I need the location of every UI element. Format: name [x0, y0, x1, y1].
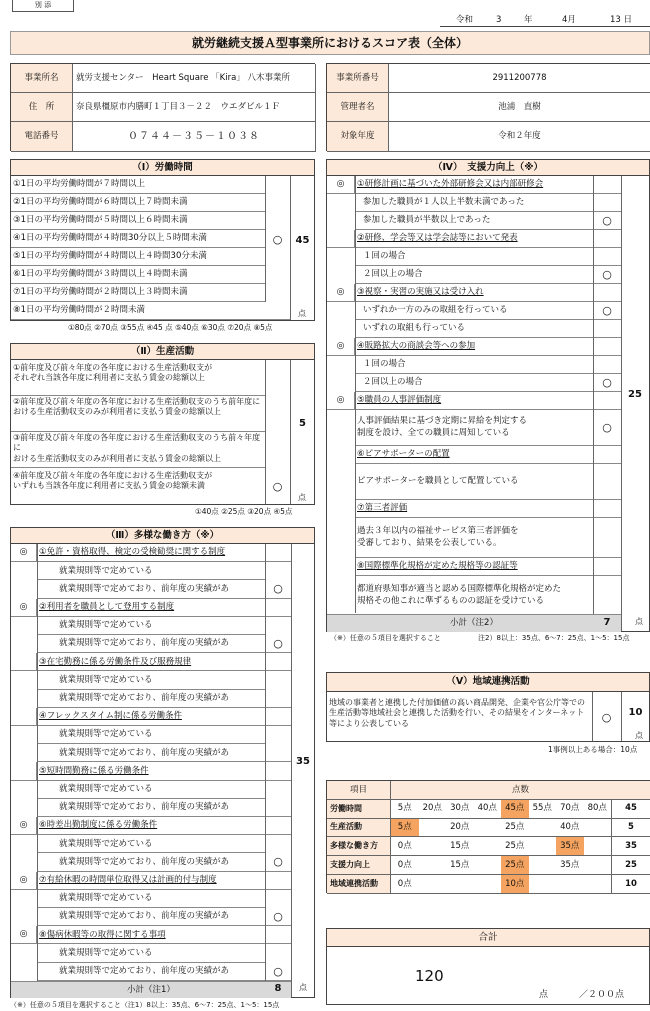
- s4-select-mark: [327, 230, 355, 248]
- s4-item-option-a: 参加した職員が１人以上半数未満であった: [355, 194, 593, 212]
- s5-body: 地域の事業者と連携した付加価値の高い商品開発、企業や官公庁等での生産活動等地域社会と連携した活動を行い、その結果をインターネット等により公表している: [329, 698, 585, 728]
- summary-cell: [584, 819, 612, 838]
- section4-table: [326, 176, 650, 632]
- office-info-table: [10, 63, 315, 151]
- summary-row-name: 労働時間: [327, 800, 391, 819]
- date-line: [440, 13, 650, 27]
- s4-option-a-mark: [593, 356, 621, 374]
- s3-item-option-a: 就業規則等で定めている: [37, 781, 265, 799]
- section1-title: （Ⅰ）労働時間: [10, 159, 315, 176]
- s4-subtotal-value: 7: [603, 617, 611, 628]
- s4-i8-body: 都道府県知事が適当と認める国際標準化規格が定めた 規格その他これに準ずるものの認証を受けている: [355, 576, 621, 616]
- section1-table: [10, 176, 315, 321]
- s2-row-2: ②前年度及び前々年度の各年度における生産活動収支のうち前年度に おける生産活動収支のみが利用者に支払う賃金の総額以上: [11, 396, 265, 432]
- summary-cell: 15点: [446, 856, 474, 875]
- office-name-value: 就労支援センター Heart Square 「Kira」 八木事業所: [73, 64, 316, 93]
- summary-cell: 15点: [446, 837, 474, 856]
- s3-item-option-b: 就業規則等で定めており、前年度の実績があ: [37, 690, 265, 708]
- s3-divider-1: [37, 544, 38, 997]
- s3-select-mark: ◎: [11, 926, 37, 944]
- summary-cell: [419, 875, 447, 894]
- summary-cell: [584, 856, 612, 875]
- summary-row-total: 5: [611, 819, 650, 838]
- section5-table: [326, 692, 650, 742]
- summary-row-total: 25: [611, 856, 650, 875]
- s3-unit: 点: [299, 982, 307, 992]
- summary-cell: 10点: [501, 875, 529, 894]
- s3-option-a-mark: [265, 835, 291, 853]
- s4-option-a-mark: [593, 248, 621, 266]
- summary-header-item: 項目: [327, 781, 391, 800]
- s4-divider-2: [593, 176, 594, 631]
- s4-select-mark: ◎: [327, 176, 355, 194]
- s2-row-1: ①前年度及び前々年度の各年度における生産活動収支が それぞれ当該各年度に利用者に支払う賃金の総額以上: [11, 360, 265, 396]
- era-label: 令和: [456, 15, 474, 25]
- s4-subtotal-label: 小計（注2）: [327, 614, 621, 632]
- s3-option-a-mark: [265, 562, 291, 580]
- total-value: 120: [415, 967, 444, 985]
- summary-cell: 40点: [474, 800, 502, 819]
- summary-cell: 25点: [501, 819, 529, 838]
- manager-label: 管理者名: [327, 93, 389, 122]
- section2-title: （Ⅱ）生産活動: [10, 343, 315, 360]
- s4-item5-body: 人事評価結果に基づき定期に昇給を判定する 制度を設け、全ての職員に周知している: [355, 410, 593, 446]
- s3-score: 35: [296, 756, 310, 768]
- target-year-value: 令和２年度: [389, 122, 650, 152]
- office-number-value: 2911200778: [389, 64, 650, 93]
- s3-select-mark: ◎: [11, 599, 37, 617]
- s4-item5-heading: ⑤職員の人事評価制度: [355, 392, 621, 410]
- summary-header-points: 点数: [391, 781, 650, 800]
- s3-item-heading: ④フレックスタイム制に係る労働条件: [37, 708, 291, 726]
- summary-cell: [529, 875, 557, 894]
- s4-item-heading: ④販路拡大の商談会等への参加: [355, 338, 621, 356]
- summary-cell: 25点: [501, 837, 529, 856]
- s4-i7-body: 過去３年以内の福祉サービス第三者評価を 受審しており、結果を公表している。: [355, 518, 621, 558]
- s5-note: 1事例以上ある場合：10点: [548, 745, 638, 754]
- s3-item-option-a: 就業規則等で定めている: [37, 890, 265, 908]
- s4-item-heading: ①研修計画に基づいた外部研修会又は内部研修会: [355, 176, 621, 194]
- s2-unit: 点: [298, 493, 306, 502]
- s4-item5-mark: ○: [593, 410, 621, 446]
- s3-item-heading: ①免許・資格取得、検定の受検勧奨に関する制度: [37, 544, 291, 562]
- s4-option-b-mark: [593, 320, 621, 338]
- total-max: ／２００点: [579, 990, 625, 1000]
- summary-cell: 0点: [391, 856, 419, 875]
- s3-divider-2: [265, 544, 266, 997]
- summary-cell: [584, 875, 612, 894]
- page-title: 就労継続支援Ａ型事業所におけるスコア表（全体）: [10, 31, 650, 55]
- summary-cell: [556, 875, 584, 894]
- s4-select-mark: ◎: [327, 338, 355, 356]
- summary-cell: [474, 875, 502, 894]
- s3-option-b-mark: ○: [265, 580, 291, 598]
- summary-cell: 0点: [391, 875, 419, 894]
- s3-item-option-a: 就業規則等で定めている: [37, 944, 265, 962]
- s3-item-option-a: 就業規則等で定めている: [37, 617, 265, 635]
- s3-option-a-mark: [265, 890, 291, 908]
- summary-cell: 0点: [391, 837, 419, 856]
- s1-unit: 点: [298, 309, 306, 318]
- month-value: 4月: [562, 15, 576, 25]
- s4-item-option-b: ２回以上の場合: [355, 374, 593, 392]
- s2-mark: ○: [272, 480, 283, 493]
- office-number-table: [326, 63, 650, 151]
- summary-cell: [529, 819, 557, 838]
- summary-cell: 35点: [556, 856, 584, 875]
- s4-item-heading: ②研修、学会等又は学会誌等において発表: [355, 230, 621, 248]
- summary-table: [326, 780, 650, 893]
- s3-select-mark: [11, 762, 37, 780]
- s4-note-a: （※）任意の５項目を選択すること: [330, 634, 441, 642]
- s5-score: 10: [628, 707, 643, 718]
- s3-item-heading: ⑦有給休暇の時間単位取得又は計画的付与制度: [37, 872, 291, 890]
- s4-item-option-a: １回の場合: [355, 356, 593, 374]
- section3-title: （Ⅲ）多様な働き方（※）: [10, 527, 315, 544]
- s3-item-option-a: 就業規則等で定めている: [37, 726, 265, 744]
- s3-item-option-b: 就業規則等で定めており、前年度の実績があ: [37, 963, 265, 981]
- s4-i7-heading: ⑦第三者評価: [355, 500, 621, 518]
- summary-cell: 70点: [556, 800, 584, 819]
- summary-row-name: 地域連携活動: [327, 875, 391, 894]
- summary-cell: 5点: [391, 800, 419, 819]
- s4-i8-heading: ⑧国際標準化規格が定めた規格等の認証等: [355, 558, 621, 576]
- s3-option-b-mark: ○: [265, 635, 291, 653]
- summary-cell: [474, 856, 502, 875]
- summary-cell: 30点: [446, 800, 474, 819]
- year-value: 3: [496, 15, 502, 25]
- day-value: 13 日: [610, 15, 633, 25]
- s4-item-option-a: いずれか一方のみの取組を行っている: [355, 302, 593, 320]
- s1-row-3: ③1日の平均労働時間が５時間以上６時間未満: [11, 212, 265, 230]
- summary-cell: [529, 837, 557, 856]
- s3-select-mark: ◎: [11, 817, 37, 835]
- s5-mark: ○: [601, 710, 612, 724]
- address-value: 奈良県橿原市内膳町１丁目３－２２ ウエダビル１Ｆ: [73, 93, 316, 122]
- summary-cell: [419, 819, 447, 838]
- s4-item-option-b: 参加した職員が半数以上であった: [355, 212, 593, 230]
- s3-option-b-mark: [265, 690, 291, 708]
- s3-item-heading: ⑤短時間勤務に係る労働条件: [37, 762, 291, 780]
- summary-cell: [419, 837, 447, 856]
- s3-item-heading: ②利用者を職員として登用する制度: [37, 599, 291, 617]
- s1-row-2: ②1日の平均労働時間が６時間以上７時間未満: [11, 194, 265, 212]
- address-label: 住 所: [11, 93, 73, 122]
- summary-cell: [584, 837, 612, 856]
- summary-cell: [474, 837, 502, 856]
- s3-option-b-mark: [265, 744, 291, 762]
- section2-table: [10, 360, 315, 505]
- summary-cell: 5点: [391, 819, 419, 838]
- summary-row-name: 支援力向上: [327, 856, 391, 875]
- s4-divider-1: [355, 176, 356, 613]
- section5-title: （Ⅴ）地域連携活動: [326, 672, 650, 692]
- s2-footer: ①40点 ②25点 ③20点 ④5点: [195, 507, 293, 516]
- s2-row-4: ④前年度及び前々年度の各年度における生産活動収支が いずれも当該各年度に利用者に支払う賃金の総額未満: [13, 471, 213, 491]
- s3-item-option-b: 就業規則等で定めており、前年度の実績があ: [37, 744, 265, 762]
- s3-option-a-mark: [265, 781, 291, 799]
- s4-note-b: 注2）8以上：35点、6～7：25点、1～5：15点: [478, 634, 630, 642]
- summary-cell: 80点: [584, 800, 612, 819]
- summary-row-total: 35: [611, 837, 650, 856]
- summary-row-name: 生産活動: [327, 819, 391, 838]
- s3-item-option-b: 就業規則等で定めており、前年度の実績があ: [37, 853, 265, 871]
- s4-unit: 点: [635, 617, 643, 626]
- s3-option-a-mark: [265, 726, 291, 744]
- s3-select-mark: ◎: [11, 544, 37, 562]
- summary-cell: 20点: [419, 800, 447, 819]
- s3-item-option-b: 就業規則等で定めており、前年度の実績があ: [37, 799, 265, 817]
- attachment-tag: 別 添: [12, 0, 74, 12]
- summary-cell: 40点: [556, 819, 584, 838]
- s3-item-option-a: 就業規則等で定めている: [37, 562, 265, 580]
- s3-item-option-a: 就業規則等で定めている: [37, 671, 265, 689]
- s3-item-option-b: 就業規則等で定めており、前年度の実績があ: [37, 635, 265, 653]
- s4-item-option-b: ２回以上の場合: [355, 266, 593, 284]
- s4-select-mark: ◎: [327, 284, 355, 302]
- s1-mark: ○: [272, 232, 283, 246]
- s4-option-a-mark: ○: [593, 302, 621, 320]
- s4-option-b-mark: ○: [593, 212, 621, 230]
- s3-subtotal-value: 8: [274, 983, 282, 995]
- s4-item-heading: ③視察・実習の実施又は受け入れ: [355, 284, 621, 302]
- s3-item-heading: ⑧傷病休暇等の取得に関する事項: [37, 926, 291, 944]
- summary-cell: [529, 856, 557, 875]
- s1-row-5: ⑤1日の平均労働時間が４時間以上４時間30分未満: [11, 248, 265, 266]
- s3-option-b-mark: ○: [265, 853, 291, 871]
- s3-option-b-mark: ○: [265, 908, 291, 926]
- s1-row-1: ①1日の平均労働時間が７時間以上: [11, 176, 265, 194]
- s3-option-b-mark: ○: [265, 963, 291, 981]
- s3-item-option-b: 就業規則等で定めており、前年度の実績があ: [37, 908, 265, 926]
- summary-row-name: 多様な働き方: [327, 837, 391, 856]
- office-name-label: 事業所名: [11, 64, 73, 93]
- s4-option-b-mark: ○: [593, 374, 621, 392]
- s3-option-a-mark: [265, 617, 291, 635]
- s5-unit: 点: [635, 731, 643, 740]
- phone-label: 電話番号: [11, 122, 73, 152]
- s2-row-3: ③前年度及び前々年度の各年度における生産活動収支のうち前々年度に おける生産活動収支のみが利用者に支払う賃金の総額以上: [11, 432, 265, 468]
- s3-item-option-a: 就業規則等で定めている: [37, 835, 265, 853]
- s3-option-a-mark: [265, 944, 291, 962]
- summary-row-total: 10: [611, 875, 650, 894]
- summary-cell: 25点: [501, 856, 529, 875]
- s3-note: （※）任意の５項目を選択すること（注1）8以上：35点、6～7：25点、1～5：15点: [10, 1001, 280, 1009]
- s3-select-mark: [11, 708, 37, 726]
- s3-select-mark: [11, 653, 37, 671]
- s4-select-mark: ◎: [327, 392, 355, 410]
- phone-value: ０７４４－３５－１０３８: [73, 122, 316, 152]
- summary-cell: 55点: [529, 800, 557, 819]
- s2-score: 5: [299, 418, 306, 429]
- s4-option-b-mark: ○: [593, 266, 621, 284]
- summary-cell: [419, 856, 447, 875]
- s3-item-heading: ③在宅勤務に係る労働条件及び服務規律: [37, 653, 291, 671]
- target-year-label: 対象年度: [327, 122, 389, 152]
- office-number-label: 事業所番号: [327, 64, 389, 93]
- manager-value: 池浦 直樹: [389, 93, 650, 122]
- s3-item-option-b: 就業規則等で定めており、前年度の実績があ: [37, 580, 265, 598]
- s4-i6-heading: ⑥ピアサポーターの配置: [355, 446, 621, 464]
- summary-cell: 35点: [556, 837, 584, 856]
- s4-i6-body: ピアサポーターを職員として配置している: [355, 464, 621, 500]
- summary-cell: 20点: [446, 819, 474, 838]
- s1-row-6: ⑥1日の平均労働時間が３時間以上４時間未満: [11, 266, 265, 284]
- s4-item-option-a: １回の場合: [355, 248, 593, 266]
- s1-row-7: ⑦1日の平均労働時間が２時間以上３時間未満: [11, 284, 265, 302]
- year-unit: 年: [524, 15, 533, 25]
- s3-option-a-mark: [265, 671, 291, 689]
- s1-footer: ①80点 ②70点 ③55点 ④45 点 ⑤40点 ⑥30点 ⑦20点 ⑧5点: [68, 323, 273, 332]
- section4-title: （Ⅳ） 支援力向上（※）: [326, 159, 650, 176]
- section3-table: [10, 544, 315, 998]
- s1-score: 45: [295, 235, 310, 246]
- s3-subtotal-label: 小計（注1）: [11, 981, 291, 998]
- s4-item-option-b: いずれの取組も行っている: [355, 320, 593, 338]
- total-unit: 点: [539, 990, 549, 1000]
- s3-option-b-mark: [265, 799, 291, 817]
- summary-row-total: 45: [611, 800, 650, 819]
- s4-score: 25: [628, 389, 642, 400]
- s3-item-heading: ⑥時差出勤制度に係る労働条件: [37, 817, 291, 835]
- s1-row-4: ④1日の平均労働時間が４時間30分以上５時間未満: [11, 230, 265, 248]
- summary-cell: [474, 819, 502, 838]
- total-box: [326, 947, 650, 1005]
- s1-row-8: ⑧1日の平均労働時間が２時間未満: [11, 302, 290, 320]
- total-label: 合計: [326, 928, 650, 947]
- s4-option-a-mark: [593, 194, 621, 212]
- s3-select-mark: ◎: [11, 872, 37, 890]
- summary-cell: [446, 875, 474, 894]
- summary-cell: 45点: [501, 800, 529, 819]
